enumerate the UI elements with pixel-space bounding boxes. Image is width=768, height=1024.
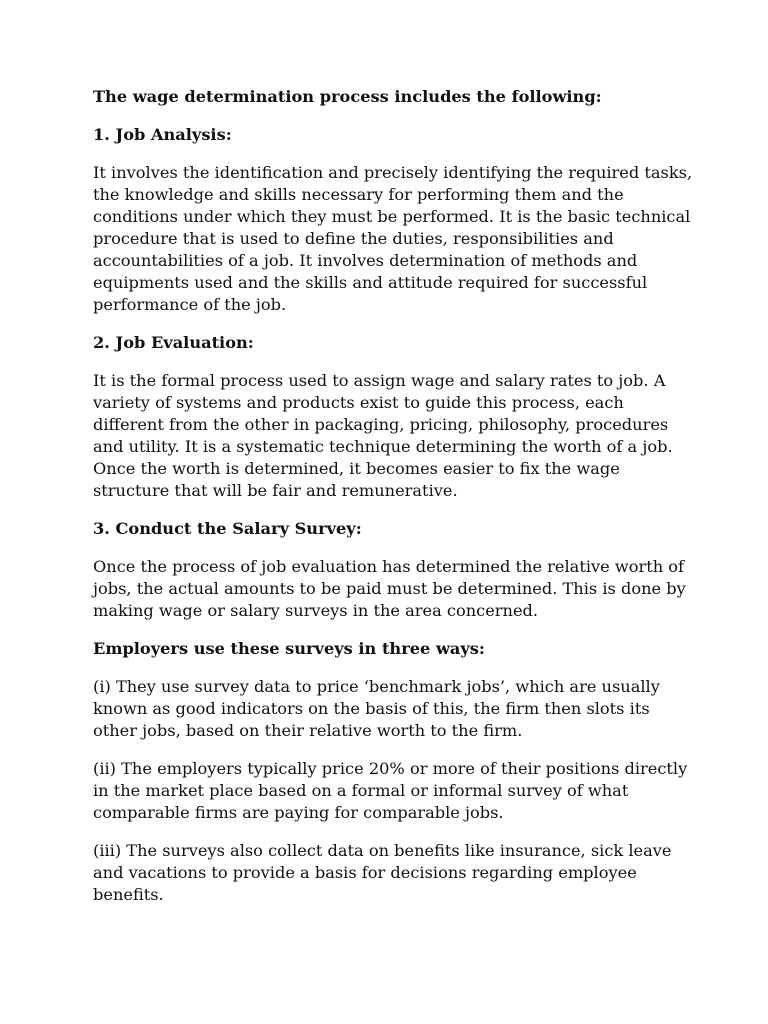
section-heading-job-evaluation: 2. Job Evaluation: <box>93 333 254 352</box>
section-heading-job-analysis: 1. Job Analysis: <box>93 125 232 144</box>
section-body-job-analysis: It involves the identification and precisely identifying the required tasks, the knowledge and skills necessary for performing them and the conditions under which they must be performed. It is the basic technical procedure that is used to define the duties, responsibilities and accountabilities of a job. It involves determination of methods and equipments used and the skills and attitude required for successful performance of the job. <box>93 163 693 314</box>
document-title: The wage determination process includes the following: <box>93 87 602 106</box>
section-body-job-evaluation: It is the formal process used to assign wage and salary rates to job. A variety of systems and products exist to guide this process, each different from the other in packaging, pricing, philosophy, procedures and utility. It is a systematic technique determining the worth of a job. Once the worth is determined, it becomes easier to fix the wage structure that will be fair and remunerative. <box>93 371 673 500</box>
survey-use-item-1: (i) They use survey data to price ‘benchmark jobs’, which are usually known as good indicators on the basis of this, the firm then slots its other jobs, based on their relative worth to the firm. <box>93 677 660 740</box>
section-heading-salary-survey: 3. Conduct the Salary Survey: <box>93 519 362 538</box>
survey-use-item-3: (iii) The surveys also collect data on benefits like insurance, sick leave and vacations to provide a basis for decisions regarding employee benefits. <box>93 841 672 904</box>
survey-use-item-2: (ii) The employers typically price 20% or more of their positions directly in the market place based on a formal or informal survey of what comparable firms are paying for comparable jobs. <box>93 759 688 822</box>
section-body-salary-survey: Once the process of job evaluation has determined the relative worth of jobs, the actual amounts to be paid must be determined. This is done by making wage or salary surveys in the area concerned. <box>93 557 686 620</box>
survey-uses-heading: Employers use these surveys in three ways: <box>93 639 485 658</box>
document-page <box>93 86 693 906</box>
